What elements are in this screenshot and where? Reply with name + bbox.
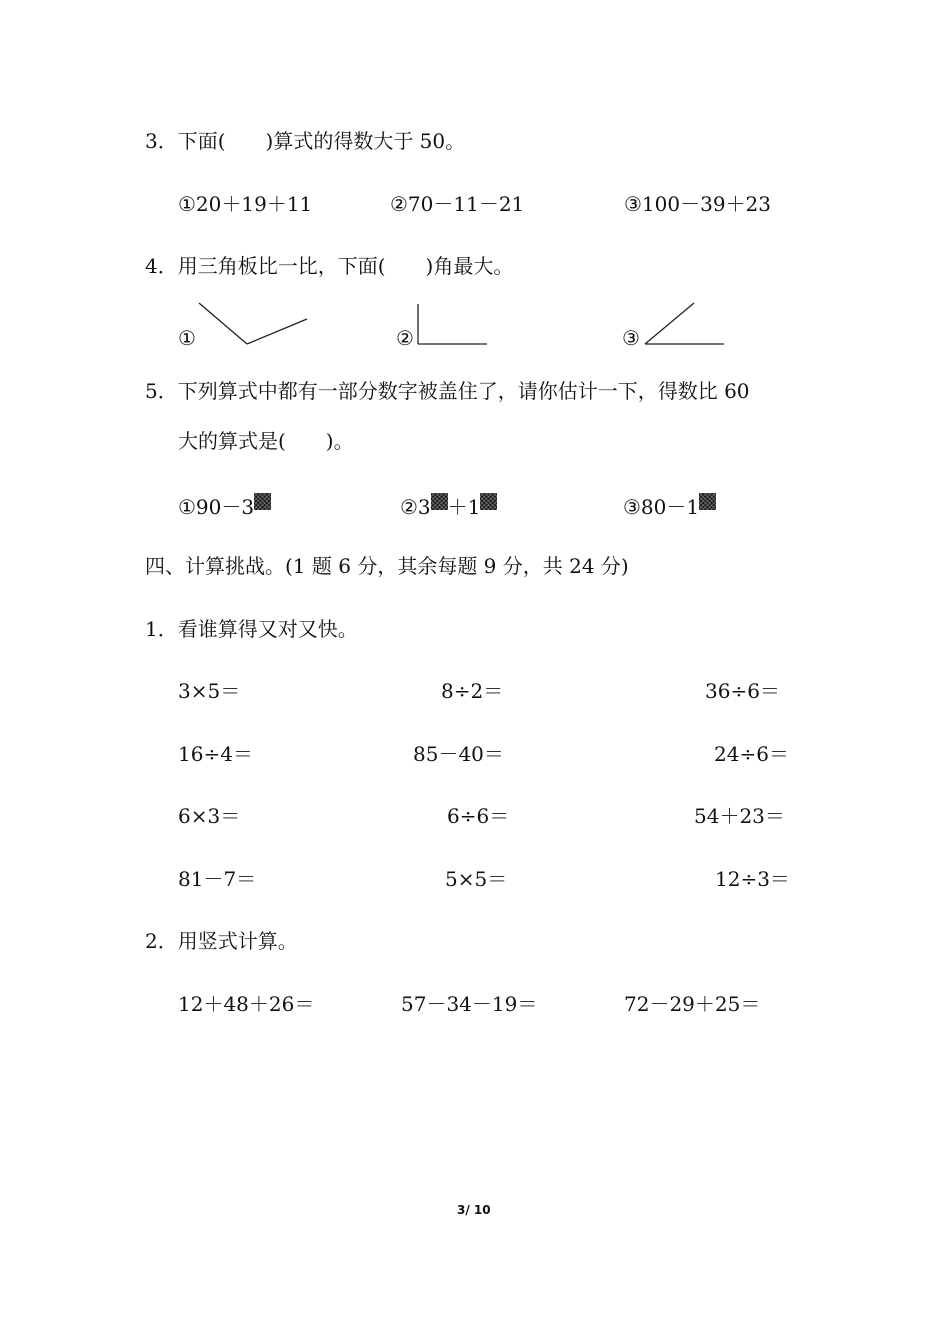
question-3-option-3: ③100－39＋23 [624, 192, 772, 216]
angle-1-arm-right [247, 319, 307, 344]
part-2-title: 2．用竖式计算。 [145, 929, 298, 953]
page-number: 3/ 10 [457, 1203, 491, 1217]
option-3-text: ③80－1 [623, 495, 700, 519]
calc-item: 8÷2＝ [441, 679, 504, 703]
calc-item: 85－40＝ [413, 742, 504, 766]
question-5-option-1 [178, 493, 271, 517]
calc-item: 54＋23＝ [694, 804, 785, 828]
covered-digit-icon [431, 493, 448, 510]
question-3-option-2: ②70－11－21 [390, 192, 525, 216]
calc-item: 36÷6＝ [705, 679, 780, 703]
question-5-stem-line-1: 5．下列算式中都有一部分数字被盖住了，请你估计一下，得数比 60 [145, 379, 750, 403]
calc-item: 3×5＝ [178, 679, 241, 703]
calc-item: 6×3＝ [178, 804, 241, 828]
calc-item: 5×5＝ [445, 867, 508, 891]
calc-item: 6÷6＝ [447, 804, 510, 828]
calc-item: 12÷3＝ [715, 867, 790, 891]
question-5-option-3 [623, 493, 716, 517]
angle-3-marker: ③ [622, 326, 640, 350]
angle-1-arm-left [199, 303, 247, 344]
question-3-stem: 3．下面( )算式的得数大于 50。 [145, 129, 466, 153]
option-2-text-b: ＋1 [447, 495, 481, 519]
calc-item: 16÷4＝ [178, 742, 253, 766]
angle-2-marker: ② [396, 326, 414, 350]
covered-digit-icon [699, 493, 716, 510]
option-1-text: ①90－3 [178, 495, 255, 519]
vertical-calc-item: 72－29＋25＝ [624, 992, 761, 1016]
option-2-text-a: ②3 [400, 495, 431, 519]
question-4-stem: 4．用三角板比一比，下面( )角最大。 [145, 254, 514, 278]
question-3-option-1: ①20＋19＋11 [178, 192, 313, 216]
vertical-calc-item: 57－34－19＝ [401, 992, 538, 1016]
section-4-title: 四、计算挑战。(1 题 6 分，其余每题 9 分，共 24 分) [145, 554, 629, 578]
covered-digit-icon [480, 493, 497, 510]
vertical-calc-item: 12＋48＋26＝ [178, 992, 315, 1016]
calc-item: 81－7＝ [178, 867, 257, 891]
question-5-option-2 [400, 493, 497, 517]
covered-digit-icon [254, 493, 271, 510]
calc-item: 24÷6＝ [714, 742, 789, 766]
angle-3-arm-slant [645, 303, 694, 344]
angle-1-marker: ① [178, 326, 196, 350]
question-5-stem-line-2: 大的算式是( )。 [178, 429, 354, 453]
part-1-title: 1．看谁算得又对又快。 [145, 617, 358, 641]
